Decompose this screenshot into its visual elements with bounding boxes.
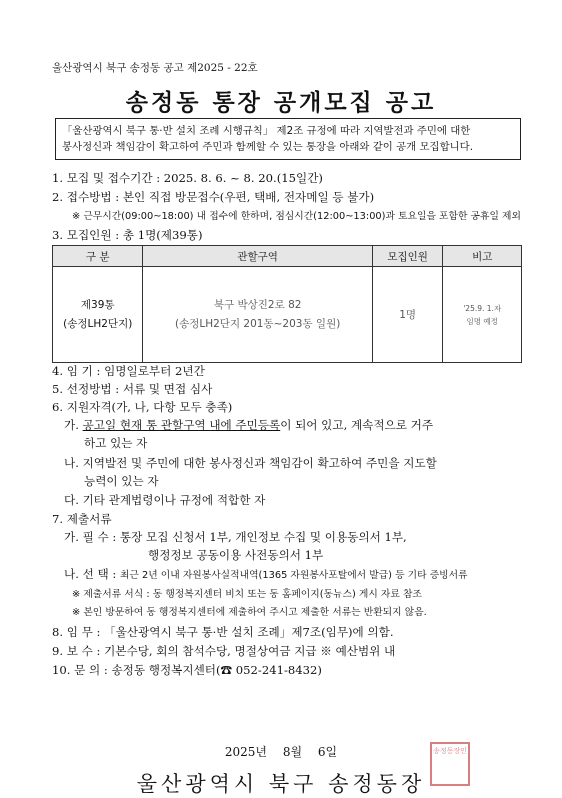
item-8-duty: 8. 임 무 : 「울산광역시 북구 통·반 설치 조례」제7조(임무)에 의함. <box>52 625 394 639</box>
note-text: 임명 예정 <box>466 316 498 326</box>
intro-box <box>55 118 521 160</box>
item-7b <box>64 566 468 582</box>
table-header-row <box>53 246 522 267</box>
announcement-date: 2025년 8월 6일 <box>224 745 338 759</box>
unit-number: 제39통 <box>80 298 115 311</box>
item-7-documents: 7. 제출서류 <box>52 512 112 526</box>
page-title: 송정동 통장 공개모집 공고 <box>125 89 437 116</box>
intro-text-1: 제2조 규정에 따라 지역발전과 주민에 대한 <box>276 125 471 137</box>
cell-note <box>443 267 522 363</box>
item-6c: 다. 기타 관계법령이나 규정에 적합한 자 <box>64 493 266 507</box>
col-header-unit: 구 분 <box>53 246 143 267</box>
item-6a-underlined: 공고일 현재 통 관할구역 내에 주민등록 <box>82 418 281 432</box>
area-address: 북구 박상진2로 82 <box>213 298 302 311</box>
note-date: '25.9. 1.자 <box>463 303 502 313</box>
item-10-contact: 10. 문 의 : 송정동 행정복지센터(☎ 052-241-8432) <box>52 663 322 677</box>
item-7a: 가. 필 수 : 통장 모집 신청서 1부, 개인정보 수집 및 이용동의서 1부, <box>64 530 407 544</box>
official-seal-icon: 송정동장인 <box>430 742 470 786</box>
item-6b: 나. 지역발전 및 주민에 대한 봉사정신과 책임감이 확고하여 주민을 지도할 <box>64 456 437 470</box>
item-7b-prefix: 나. 선 택 : <box>64 567 120 581</box>
item-9-pay: 9. 보 수 : 기본수당, 회의 참석수당, 명절상여금 지급 ※ 예산범위 내 <box>52 644 396 658</box>
col-header-count: 모집인원 <box>372 246 443 267</box>
cell-area <box>143 267 372 363</box>
item-2-note: ※ 근무시간(09:00~18:00) 내 접수에 한하며, 점심시간(12:00~13:00)과 토요일을 포함한 공휴일 제외 <box>72 211 521 222</box>
issuer-name: 울산광역시 북구 송정동장 <box>136 772 426 796</box>
item-2-method: 2. 접수방법 : 본인 직접 방문접수(우편, 택배, 전자메일 등 불가) <box>52 190 375 204</box>
item-7a-cont: 행정정보 공동이용 사전동의서 1부 <box>148 548 324 562</box>
item-3-recruit-count: 3. 모집인원 : 총 1명(제39통) <box>52 228 203 242</box>
item-5-selection: 5. 선정방법 : 서류 및 면접 심사 <box>52 382 213 396</box>
intro-regulation: 「울산광역시 북구 통·반 설치 조례 시행규칙」 <box>62 125 274 137</box>
item-6a <box>64 417 433 433</box>
item-6a-prefix: 가. <box>64 418 83 432</box>
table-row <box>53 267 522 363</box>
intro-text-2: 봉사정신과 책임감이 확고하여 주민과 함께할 수 있는 통장을 아래와 같이 공개 모집합니다. <box>62 141 474 153</box>
document-number: 울산광역시 북구 송정동 공고 제2025 - 22호 <box>52 62 258 74</box>
item-7-note-2: ※ 본인 방문하여 동 행정복지센터에 제출하여 주시고 제출한 서류는 반환되지 않음. <box>72 607 427 618</box>
col-header-area: 관할구역 <box>143 246 372 267</box>
item-7b-text: 최근 2년 이내 자원봉사실적내역(1365 자원봉사포탈에서 발급) 등 기타 증빙서류 <box>119 570 468 581</box>
item-6b-cont: 능력이 있는 자 <box>84 474 159 488</box>
area-buildings: (송정LH2단지 201동~203동 일원) <box>175 317 341 330</box>
cell-count: 1명 <box>372 267 443 363</box>
recruit-table <box>52 245 522 363</box>
item-6-qualification: 6. 지원자격(가, 나, 다항 모두 충족) <box>52 400 233 414</box>
item-7-note-1: ※ 제출서류 서식 : 동 행정복지센터 비치 또는 동 홈페이지(동뉴스) 게시 자료 참조 <box>72 589 422 600</box>
item-1-period: 1. 모집 및 접수기간 : 2025. 8. 6. ~ 8. 20.(15일간) <box>52 171 323 185</box>
item-6a-rest: 이 되어 있고, 계속적으로 거주 <box>280 418 434 432</box>
item-4-term: 4. 임 기 : 임명일로부터 2년간 <box>52 364 205 378</box>
cell-unit <box>53 267 143 363</box>
item-6a-cont: 하고 있는 자 <box>84 436 148 450</box>
unit-complex: (송정LH2단지) <box>63 317 133 330</box>
col-header-note: 비고 <box>443 246 522 267</box>
